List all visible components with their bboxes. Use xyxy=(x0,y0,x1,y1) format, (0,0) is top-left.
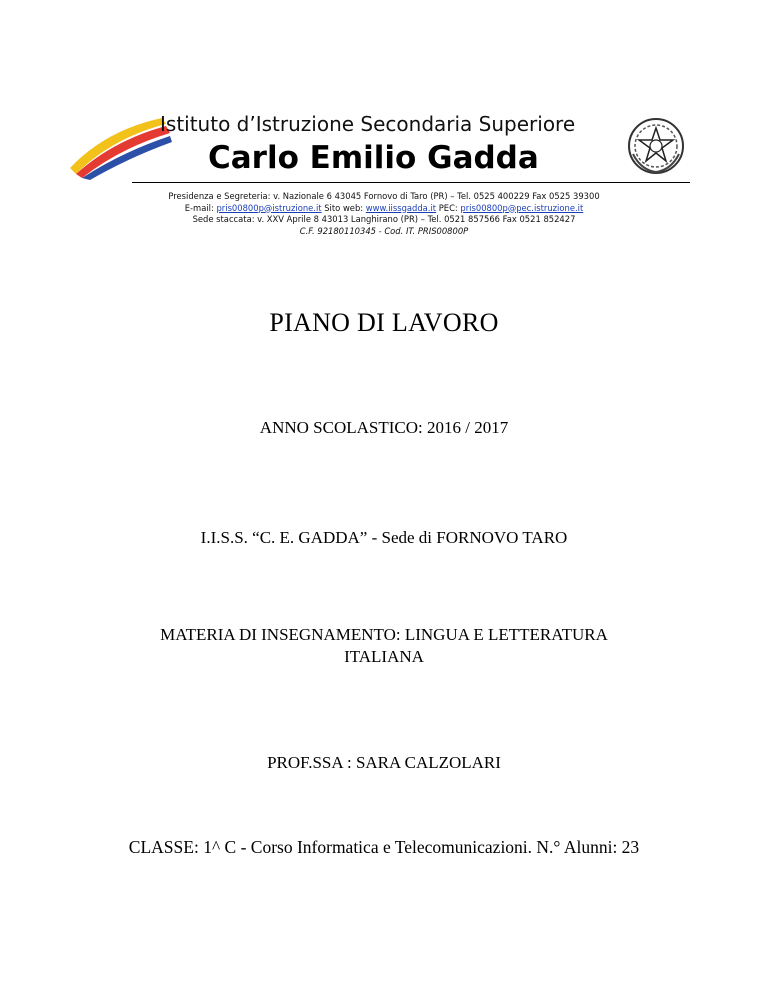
contact-line-online xyxy=(100,203,668,215)
website-link[interactable]: www.iissgadda.it xyxy=(365,202,437,213)
pec-link[interactable]: pris00800p@pec.istruzione.it xyxy=(460,202,584,213)
contact-line-branch: Sede staccata: v. XXV Aprile 8 43013 Langhirano (PR) – Tel. 0521 857566 Fax 0521 852427 xyxy=(192,214,576,224)
institute-type: Istituto d’Istruzione Secondaria Superiore xyxy=(160,112,576,136)
web-label: Sito web: xyxy=(321,202,366,213)
contact-line-codes: C.F. 92180110345 - Cod. IT. PRIS00800P xyxy=(299,225,469,236)
document-title: PIANO DI LAVORO xyxy=(269,308,499,337)
contact-info xyxy=(100,191,668,237)
email-link[interactable]: pris00800p@istruzione.it xyxy=(216,202,322,213)
subject xyxy=(40,624,728,668)
subject-line-2: ITALIANA xyxy=(344,647,424,666)
institute-name: Carlo Emilio Gadda xyxy=(208,140,539,176)
header-divider xyxy=(132,182,690,183)
italian-republic-emblem-icon xyxy=(625,116,687,176)
email-label: E-mail: xyxy=(184,202,217,213)
letterhead xyxy=(0,0,768,270)
pec-label: PEC: xyxy=(436,202,461,213)
class-info: CLASSE: 1^ C - Corso Informatica e Telecomunicazioni. N.° Alunni: 23 xyxy=(128,837,640,857)
contact-line-main-office: Presidenza e Segreteria: v. Nazionale 6 43045 Fornovo di Taro (PR) – Tel. 0525 400229 Fax 0525 39300 xyxy=(168,191,600,201)
school-year: ANNO SCOLASTICO: 2016 / 2017 xyxy=(259,418,509,437)
subject-line-1: MATERIA DI INSEGNAMENTO: LINGUA E LETTERATURA xyxy=(160,625,608,644)
teacher-name: PROF.SSA : SARA CALZOLARI xyxy=(267,753,501,772)
school-location: I.I.S.S. “C. E. GADDA” - Sede di FORNOVO TARO xyxy=(200,528,568,547)
